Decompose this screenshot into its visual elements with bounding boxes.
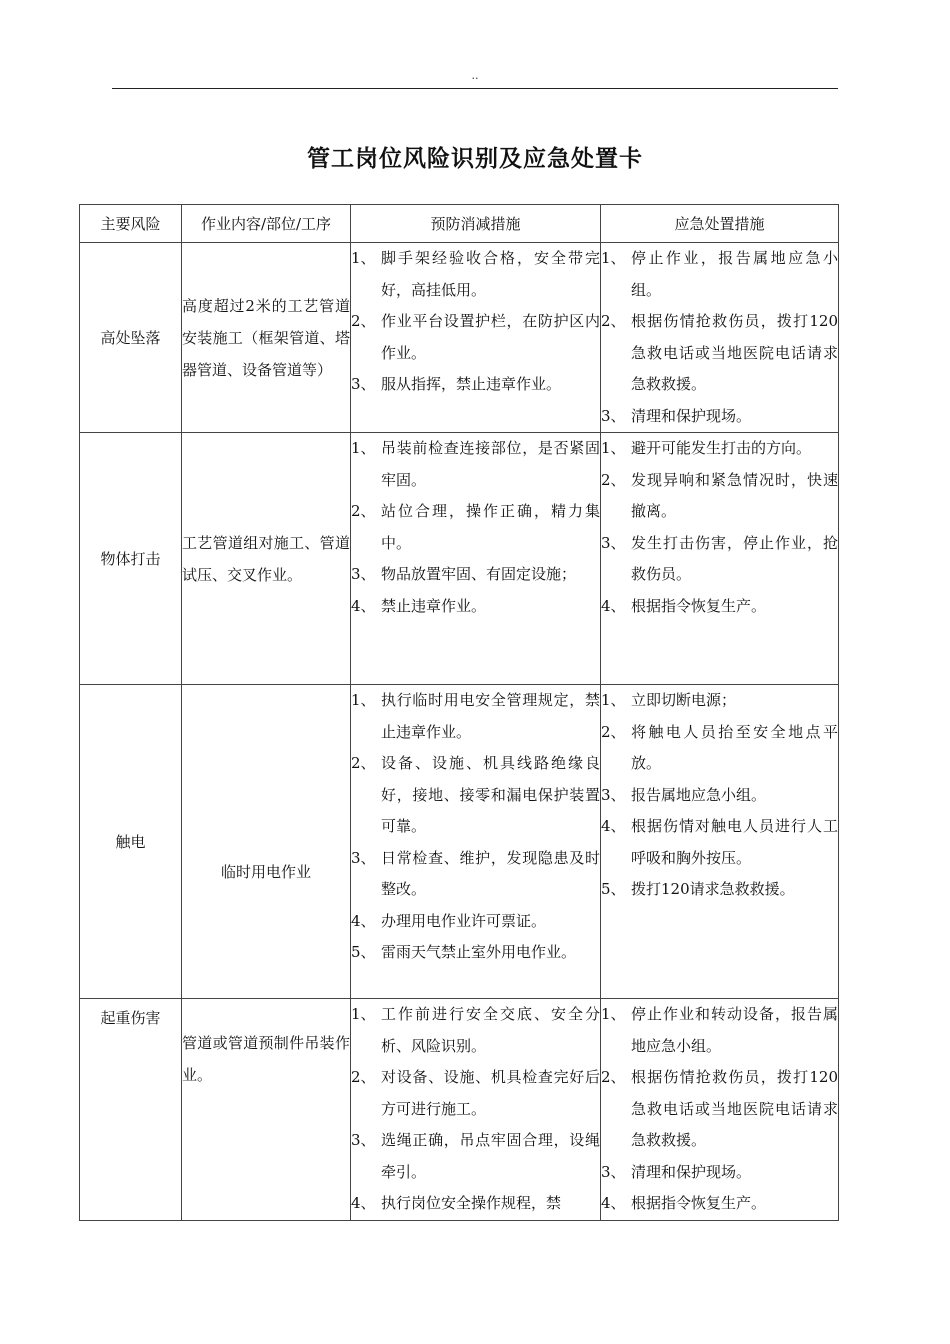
risk-card-table (79, 204, 839, 1221)
table-row (80, 685, 839, 999)
list-item: 3、 日常检查、维护，发现隐患及时整改。 (351, 848, 600, 898)
list-item: 3、 报告属地应急小组。 (601, 785, 767, 804)
list-item: 3、 发生打击伤害，停止作业，抢救伤员。 (601, 533, 838, 583)
page-header (112, 70, 838, 89)
list-item: 2、 将触电人员抬至安全地点平放。 (601, 722, 838, 772)
prevention-cell (351, 433, 601, 685)
list-item: 3、 清理和保护现场。 (601, 1162, 752, 1181)
header-emergency: 应急处置措施 (601, 205, 839, 243)
list-item: 3、 服从指挥，禁止违章作业。 (351, 375, 562, 393)
work-cell: 工艺管道组对施工、管道试压、交叉作业。 (182, 433, 351, 685)
risk-cell: 起重伤害 (80, 999, 182, 1221)
table-row (80, 999, 839, 1221)
list-item: 2、 根据伤情抢救伤员，拨打120急救电话或当地医院电话请求急救救援。 (601, 312, 838, 393)
list-item: 4、 禁止违章作业。 (351, 596, 487, 615)
work-cell: 临时用电作业 (182, 685, 351, 999)
header-prevention: 预防消减措施 (351, 205, 601, 243)
emergency-cell (601, 685, 839, 999)
risk-cell: 触电 (80, 685, 182, 999)
list-item: 2、 作业平台设置护栏，在防护区内作业。 (351, 312, 600, 362)
list-item: 2、 站位合理，操作正确，精力集中。 (351, 502, 600, 552)
table-row (80, 433, 839, 685)
list-item: 3、 清理和保护现场。 (601, 406, 752, 425)
risk-cell: 物体打击 (80, 433, 182, 685)
list-item: 2、 根据伤情抢救伤员，拨打120急救电话或当地医院电话请求急救救援。 (601, 1068, 838, 1149)
list-item: 4、 办理用电作业许可票证。 (351, 911, 547, 930)
list-item: 4、 根据伤情对触电人员进行人工呼吸和胸外按压。 (601, 817, 838, 867)
list-item: 3、 物品放置牢固、有固定设施； (351, 565, 577, 583)
list-item: 1、 停止作业和转动设备，报告属地应急小组。 (601, 1005, 838, 1055)
work-cell: 高度超过2米的工艺管道安装施工（框架管道、塔器管道、设备管道等） (182, 243, 351, 433)
emergency-cell (601, 999, 839, 1221)
list-item: 5、 雷雨天气禁止室外用电作业。 (351, 943, 577, 961)
list-item: 1、 立即切断电源； (601, 691, 737, 709)
table-header-row (80, 205, 839, 243)
prevention-cell (351, 685, 601, 999)
list-item: 4、 根据指令恢复生产。 (601, 596, 767, 615)
list-item: 4、 根据指令恢复生产。 (601, 1194, 767, 1212)
risk-cell: 高处坠落 (80, 243, 182, 433)
header-main-risk: 主要风险 (80, 205, 182, 243)
list-item: 1、 脚手架经验收合格，安全带完好，高挂低用。 (351, 249, 600, 299)
list-item: 3、 选绳正确，吊点牢固合理，设绳牵引。 (351, 1131, 600, 1181)
list-item: 1、 吊装前检查连接部位，是否紧固牢固。 (351, 439, 600, 489)
work-cell: 管道或管道预制件吊装作业。 (182, 999, 351, 1221)
list-item: 2、 设备、设施、机具线路绝缘良好，接地、接零和漏电保护装置可靠。 (351, 754, 600, 835)
prevention-cell (351, 243, 601, 433)
list-item: 2、 发现异响和紧急情况时，快速撤离。 (601, 470, 838, 520)
list-item: 1、 工作前进行安全交底、安全分析、风险识别。 (351, 1005, 600, 1055)
list-item: 1、 停止作业，报告属地应急小组。 (601, 249, 838, 299)
prevention-cell (351, 999, 601, 1221)
list-item: 1、 避开可能发生打击的方向。 (601, 439, 812, 457)
list-item: 5、 拨打120请求急救救援。 (601, 880, 795, 898)
emergency-cell (601, 243, 839, 433)
list-item: 4、 执行岗位安全操作规程，禁 (351, 1194, 562, 1212)
list-item: 2、 对设备、设施、机具检查完好后方可进行施工。 (351, 1068, 600, 1118)
list-item: 1、 执行临时用电安全管理规定，禁止违章作业。 (351, 691, 600, 741)
header-work-content: 作业内容/部位/工序 (182, 205, 351, 243)
emergency-cell (601, 433, 839, 685)
document-title: 管工岗位风险识别及应急处置卡 (307, 145, 643, 172)
table-row (80, 243, 839, 433)
header-mark: .. (471, 69, 479, 82)
